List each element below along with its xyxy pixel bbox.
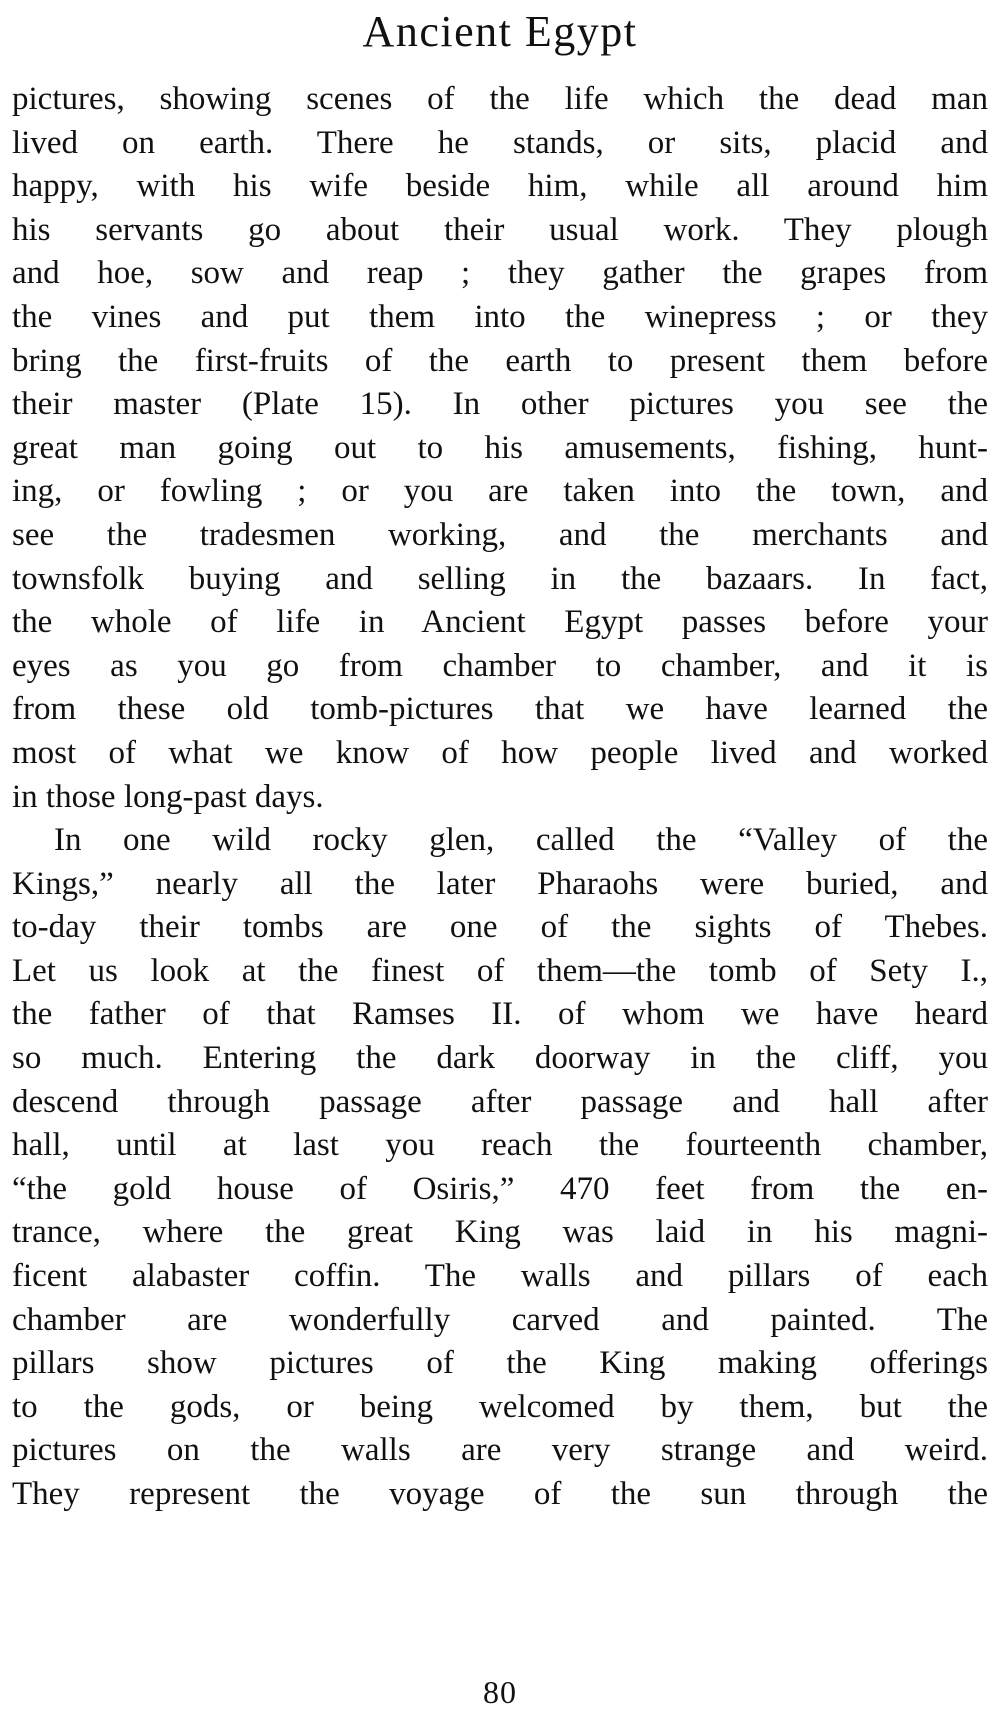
text-line: Kings,” nearly all the later Pharaohs were buried, and [12,865,988,902]
text-line: the whole of life in Ancient Egypt passes before your [12,604,988,641]
text-line: eyes as you go from chamber to chamber, and it is [12,647,988,684]
text-line: ing, or fowling ; or you are taken into the town, and [12,473,988,510]
text-line: descend through passage after passage and hall after [12,1083,988,1120]
text-line: so much. Entering the dark doorway in the cliff, you [12,1040,988,1077]
text-line: most of what we know of how people lived and worked [12,734,988,771]
paragraph [12,78,988,819]
text-line: In one wild rocky glen, called the “Valley of the [54,822,988,859]
text-line: to the gods, or being welcomed by them, but the [12,1388,988,1425]
text-line: his servants go about their usual work. They plough [12,211,988,248]
text-line: chamber are wonderfully carved and painted. The [12,1301,988,1338]
text-line: the father of that Ramses II. of whom we have heard [12,996,988,1033]
text-line: in those long-past days. [12,778,324,815]
text-line: ficent alabaster coffin. The walls and pillars of each [12,1258,988,1295]
text-line: and hoe, sow and reap ; they gather the grapes from [12,255,988,292]
text-line: from these old tomb-pictures that we have learned the [12,691,988,728]
text-line: great man going out to his amusements, fishing, hunt- [12,429,988,466]
body-text [12,78,988,1517]
text-line: Let us look at the finest of them—the tomb of Sety I., [12,952,988,989]
text-line: their master (Plate 15). In other pictures you see the [12,386,988,423]
text-line: trance, where the great King was laid in his magni- [12,1214,988,1251]
text-line: lived on earth. There he stands, or sits, placid and [12,124,988,161]
text-line: “the gold house of Osiris,” 470 feet from the en- [12,1170,988,1207]
text-line: hall, until at last you reach the fourteenth chamber, [12,1127,988,1164]
text-line: townsfolk buying and selling in the bazaars. In fact, [12,560,988,597]
text-line: happy, with his wife beside him, while all around him [12,168,988,205]
page-number: 80 [483,1674,517,1710]
text-line: pictures, showing scenes of the life which the dead man [12,81,988,117]
text-line: the vines and put them into the winepress ; or they [12,298,988,335]
text-line: pillars show pictures of the King making offerings [12,1345,988,1382]
text-line: see the tradesmen working, and the merchants and [12,516,988,553]
text-line: to-day their tombs are one of the sights of Thebes. [12,909,988,946]
paragraph [12,819,988,1517]
text-line: pictures on the walls are very strange and weird. [12,1432,988,1469]
running-head: Ancient Egypt [362,7,638,56]
text-line: They represent the voyage of the sun through the [12,1476,988,1512]
text-line: bring the first-fruits of the earth to present them before [12,342,988,379]
